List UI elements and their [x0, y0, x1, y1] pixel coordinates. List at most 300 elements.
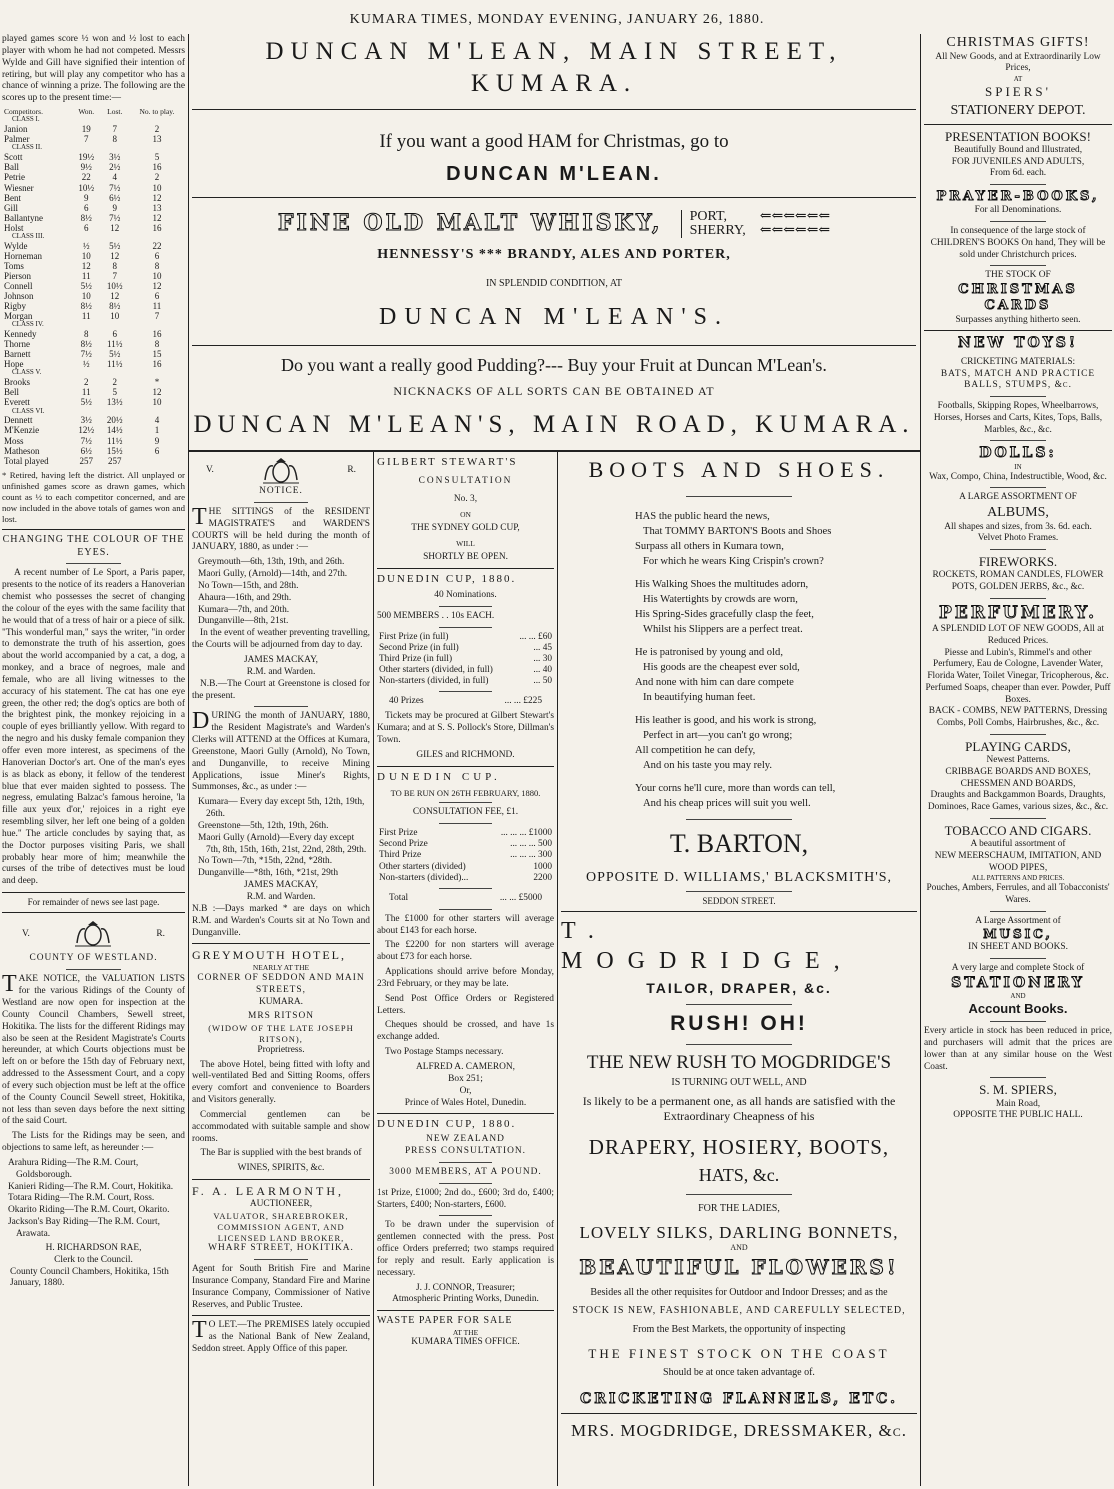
- music-title: MUSIC,: [983, 927, 1053, 942]
- assortment-line: A beautiful assortment of: [970, 839, 1066, 849]
- divider: [990, 958, 1046, 959]
- stock-line: STOCK IS NEW, FASHIONABLE, AND CAREFULLY SELECTED,: [572, 1305, 906, 1317]
- stock-of: THE STOCK OF: [985, 270, 1051, 281]
- divider: [254, 1259, 307, 1260]
- class-row: [2, 233, 185, 241]
- class-row: [2, 369, 185, 377]
- waste-title: WASTE PAPER FOR SALE: [377, 1315, 513, 1327]
- childrens-books: In consequence of the large stock of CHILDREN'S BOOKS On hand, They will be sold under Christchurch prices.: [930, 226, 1106, 260]
- crest-r: R.: [347, 465, 356, 476]
- footballs-line: Footballs, Skipping Ropes, Wheelbarrows, Horses, Horses and Carts, Kites, Tops, Balls, Marbles, &c., &c.: [933, 401, 1103, 435]
- account-books: Account Books.: [968, 1001, 1068, 1016]
- score-cell: 7½: [80, 435, 92, 446]
- score-cell: 6½: [80, 445, 92, 456]
- crest-v: V.: [22, 928, 30, 939]
- playing-cards: PLAYING CARDS,: [965, 738, 1071, 754]
- arrow-glyphs: ⇐⇐⇐⇐⇐⇐: [759, 223, 831, 239]
- player-name: Bent: [4, 192, 21, 203]
- prize-value: ... 40: [533, 665, 552, 676]
- divider: [439, 627, 492, 628]
- column-barton-mogdridge: [561, 456, 917, 1486]
- score-table: [2, 108, 185, 466]
- sitting-item: Kumara—7th, and 20th.: [198, 604, 290, 615]
- player-name: Matheson: [4, 445, 40, 456]
- notice-title: NOTICE.: [259, 486, 303, 496]
- dc2-title: DUNEDIN CUP.: [377, 770, 501, 783]
- dc1-members: 500 MEMBERS . . 10s EACH.: [377, 610, 495, 621]
- score-cell: 11½: [107, 359, 123, 370]
- gs-open: SHORTLY BE OPEN.: [423, 552, 508, 563]
- patterns-line: Newest Patterns.: [986, 755, 1050, 765]
- prize-row: [377, 654, 554, 665]
- player-name: Horneman: [4, 250, 42, 261]
- signer-role: R.M. and Warden.: [246, 892, 316, 902]
- table-row: [2, 436, 185, 446]
- table-row: [2, 301, 185, 311]
- finest-line: THE FINEST STOCK ON THE COAST: [588, 1346, 890, 1362]
- total-cell: Total played: [4, 455, 49, 466]
- player-name: Hope: [4, 359, 24, 370]
- dc2-fee: CONSULTATION FEE, £1.: [412, 807, 519, 818]
- player-name: Everett: [4, 397, 30, 408]
- score-cell: 7½: [109, 182, 121, 193]
- divider: [66, 969, 121, 970]
- player-name: Gill: [4, 202, 19, 213]
- column-consultations: [377, 456, 554, 1486]
- agent-line: Agent for South British Fire and Marine Insurance Company, Standard Fire and Marine Insurance Company, Commissioner of Native Reserves, and Public Trustee.: [192, 1264, 370, 1310]
- poem-line: Surpass all others in Kumara town,: [635, 540, 784, 552]
- sherry-label: SHERRY,: [689, 223, 746, 239]
- hotel-text: The above Hotel, being fitted with lofty and well-ventilated Bed and Sitting Rooms, offers every comfort and convenience to Boarders and Visitors generally.: [192, 1059, 370, 1106]
- mogdridge-name: T. MOGDRIDGE,: [561, 917, 854, 975]
- in-line: IN: [1014, 462, 1022, 471]
- player-name: Rigby: [4, 301, 27, 312]
- signer-role: Clerk to the Council.: [54, 1254, 133, 1265]
- divider: [561, 911, 917, 912]
- divider: [254, 706, 307, 707]
- tobacco-title: TOBACCO AND CIGARS.: [944, 822, 1092, 838]
- barton-address: OPPOSITE D. WILLIAMS,' BLACKSMITH'S,: [585, 870, 893, 886]
- riding-item: Kanieri Riding—The R.M. Court, Hokitika.: [8, 1181, 174, 1192]
- hotel-text-2: Commercial gentlemen can be accommodated with suitable sample and show rooms.: [192, 1109, 370, 1144]
- large-assortment: A LARGE ASSORTMENT OF: [959, 492, 1077, 503]
- score-cell: 8½: [80, 212, 92, 223]
- to-let-notice: TO LET.—The PREMISES lately occupied as the National Bank of New Zealand, Seddon street. Apply Office of this paper.: [192, 1317, 370, 1355]
- score-cell: 4: [112, 172, 117, 183]
- prize-label: Non-starters (divided)...: [379, 872, 469, 883]
- score-cell: 10: [152, 182, 162, 193]
- rush-line: RUSH! OH!: [670, 1012, 808, 1036]
- score-cell: 5: [112, 387, 117, 398]
- total-row: [2, 456, 185, 466]
- turning-out: IS TURNING OUT WELL, AND: [671, 1077, 807, 1089]
- dc3-nz: NEW ZEALAND: [426, 1134, 505, 1145]
- dc2-note-6: Two Postage Stamps necessary.: [385, 1047, 504, 1058]
- gs-on: ON: [460, 509, 471, 519]
- riding-item: Jackson's Bay Riding—The R.M. Court, Arawata.: [8, 1217, 160, 1240]
- divider: [192, 943, 370, 944]
- ham-line: If you want a good HAM for Christmas, go to: [379, 131, 729, 152]
- barton-name: T. BARTON,: [669, 829, 809, 859]
- prize-row: [377, 850, 554, 861]
- combs-line: BACK - COMBS, NEW PATTERNS, Dressing Combs, Poll Combs, Hairbrushes, &c., &c.: [928, 706, 1108, 728]
- table-row: [2, 241, 185, 251]
- class-name: CLASS IV.: [12, 320, 44, 329]
- table-row: [2, 387, 185, 397]
- nicknacks-line: NICKNACKS OF ALL SORTS CAN BE OBTAINED AT: [393, 384, 715, 399]
- prize-label: Other starters (divided, in full): [379, 665, 493, 676]
- poem-line: For which he wears King Crispin's crown?: [643, 555, 824, 567]
- player-name: Palmer: [4, 134, 30, 145]
- dc2-note-5: Cheques should be crossed, and have 1s exchange added.: [377, 1020, 554, 1043]
- poem-line: His Watertights by crowds are worn,: [643, 593, 798, 605]
- dc3-press: PRESS CONSULTATION.: [404, 1146, 527, 1157]
- dolls-title: DOLLS:: [979, 445, 1057, 462]
- hotel-title: GREYMOUTH HOTEL,: [192, 948, 346, 963]
- divider: [439, 1162, 492, 1163]
- divider: [192, 345, 916, 346]
- hats-line: HATS, &c.: [698, 1164, 780, 1185]
- score-note: * Retired, having left the district. All unplayed or unfinished games score as drawn games, which count as ½ to each competitor concerned, and are now included in the above totals of games won and lost.: [2, 469, 185, 525]
- poem-line: His goods are the cheapest ever sold,: [643, 662, 800, 673]
- gs-title: GILBERT STEWART'S: [377, 456, 518, 468]
- hotel-bar: The Bar is supplied with the best brands of: [200, 1148, 362, 1159]
- prize-value: ... 30: [533, 653, 552, 664]
- prize-value: 1000: [533, 861, 552, 872]
- score-cell: 8: [154, 339, 160, 350]
- hotel-town: KUMARA.: [258, 996, 303, 1007]
- player-name: Toms: [4, 260, 24, 271]
- hotel-widow: (WIDOW OF THE LATE JOSEPH RITSON),: [208, 1023, 354, 1044]
- permanent-line: Is likely to be a permanent one, as all hands are satisfied with the Extraordinary Cheapness of his: [582, 1094, 896, 1124]
- score-cell: 22: [152, 240, 162, 251]
- score-cell: 2: [112, 377, 117, 388]
- player-name: Bell: [4, 387, 19, 398]
- score-cell: 5½: [109, 349, 121, 360]
- divider: [192, 1179, 370, 1180]
- sitting-item: Maori Gully, (Arnold)—14th, and 27th.: [198, 569, 348, 580]
- cricketing-line: CRICKETING FLANNELS, ETC.: [580, 1391, 898, 1408]
- poem-line: And on his taste you may rely.: [643, 760, 773, 772]
- divider: [254, 502, 307, 503]
- all-patterns: ALL PATTERNS AND PRICES.: [971, 874, 1065, 883]
- dc1-total-value: ... ... £225: [504, 696, 542, 707]
- score-cell: 5½: [80, 281, 92, 292]
- score-cell: 6: [154, 445, 160, 456]
- bound-line: Beautifully Bound and Illustrated,: [953, 144, 1083, 155]
- score-cell: 6: [112, 329, 117, 340]
- clerk-item: Kumara— Every day except 5th, 12th, 19th, 26th.: [198, 797, 365, 820]
- mclean-name: DUNCAN M'LEAN.: [446, 162, 662, 185]
- score-cell: 2: [83, 377, 89, 388]
- markets-line: From the Best Markets, the opportunity of inspecting: [632, 1323, 846, 1335]
- score-header: Competitors.: [4, 107, 43, 117]
- divider: [2, 892, 185, 893]
- prize-label: Other starters (divided): [379, 861, 466, 872]
- poem-line: He is patronised by young and old,: [635, 646, 783, 658]
- score-cell: 7½: [109, 212, 121, 223]
- score-cell: 12: [110, 291, 120, 302]
- mrs-mogdridge: MRS. MOGDRIDGE, DRESSMAKER, &c.: [570, 1421, 908, 1441]
- taken-line: Should be at once taken advantage of.: [663, 1366, 815, 1378]
- class-name: CLASS VI.: [12, 406, 45, 415]
- gs-will: WILL: [456, 538, 475, 548]
- score-cell: 9: [154, 435, 160, 446]
- table-row: [2, 291, 185, 301]
- divider: [990, 396, 1046, 397]
- table-row: [2, 271, 185, 281]
- mclean-banner: DUNCAN M'LEAN, MAIN STREET, KUMARA.: [265, 38, 843, 97]
- player-name: Connell: [4, 281, 33, 292]
- dc2-signer: ALFRED A. CAMERON,: [416, 1061, 515, 1072]
- sheet-line: IN SHEET AND BOOKS.: [968, 942, 1068, 953]
- score-cell: 9: [112, 202, 117, 213]
- days-note: N.B :—Days marked * are days on which R.M. and Warden's Courts sit at No Town and Dunganville.: [192, 903, 370, 938]
- splendid-line: A SPLENDID LOT OF NEW GOODS, All at Reduced Prices.: [931, 624, 1105, 646]
- condition-line: IN SPLENDID CONDITION, AT: [485, 277, 623, 289]
- divider: [990, 184, 1046, 185]
- mclean-banner-2: DUNCAN M'LEAN'S, MAIN ROAD, KUMARA.: [193, 411, 915, 439]
- prayer-books: PRAYER-BOOKS,: [936, 189, 1100, 204]
- gs-no: No. 3,: [453, 493, 478, 504]
- score-cell: 1: [154, 425, 160, 436]
- dc3-works: Atmospheric Printing Works, Dunedin.: [392, 1294, 539, 1305]
- score-cell: 7: [112, 270, 117, 281]
- poem-line: HAS the public heard the news,: [635, 510, 770, 522]
- score-cell: 3½: [80, 415, 92, 426]
- divider: [439, 1183, 492, 1184]
- hennessy-line: HENNESSY'S *** BRANDY, ALES AND PORTER,: [377, 247, 731, 263]
- divider: [561, 1413, 917, 1414]
- divider: [990, 487, 1046, 488]
- weather-note: In the event of weather preventing travelling, the Courts will be adjourned from day to day.: [192, 628, 370, 651]
- score-cell: 8: [112, 134, 117, 145]
- poem-line: Perfect in art—you can't go wrong;: [643, 730, 793, 742]
- velvet-line: Velvet Photo Frames.: [977, 533, 1059, 544]
- clerk-item: Greenstone—5th, 12th, 19th, 26th.: [198, 820, 329, 831]
- score-header: Won.: [78, 107, 95, 117]
- score-cell: 8: [83, 329, 89, 340]
- class-name: CLASS III.: [12, 231, 45, 240]
- prize-value: ... ... ... 500: [510, 839, 552, 850]
- player-name: Brooks: [4, 377, 31, 388]
- table-row: [2, 162, 185, 172]
- poem-line: All competition he can defy,: [635, 745, 756, 757]
- hotel-owner: MRS RITSON: [247, 1011, 314, 1022]
- divider: [990, 818, 1046, 819]
- score-cell: 12½: [78, 425, 95, 436]
- riding-item: Okarito Riding—The R.M. Court, Okarito.: [8, 1205, 170, 1216]
- score-cell: 10: [152, 397, 162, 408]
- draughts-line: Draughts and Backgammon Boards, Draughts, Dominoes, Race Games, various sizes, &c., &c.: [927, 790, 1109, 812]
- prize-row: [377, 839, 554, 850]
- divider: [686, 891, 793, 892]
- player-name: Morgan: [4, 311, 33, 322]
- hotel-wines: WINES, SPIRITS, &c.: [237, 1163, 325, 1174]
- player-name: Holst: [4, 222, 24, 233]
- divider: [2, 529, 185, 530]
- chess-intro: played games score ½ won and ½ lost to each player with whom he had not competed. Messrs Wylde and Gill have signified their intention of retiring, but will play any competitor who has a chance of winning a prize. The following are the scores up to the present time:—: [2, 34, 185, 104]
- prize-value: ... ... ... 300: [510, 850, 552, 861]
- divider: [377, 568, 554, 569]
- divider: [686, 1044, 793, 1045]
- riding-item: Totara Riding—The R.M. Court, Ross.: [8, 1193, 155, 1204]
- table-row: [2, 251, 185, 261]
- score-cell: 20½: [106, 415, 123, 426]
- hotel-corner: CORNER OF SEDDON AND MAIN STREETS,: [197, 972, 365, 995]
- divider: [439, 1215, 492, 1216]
- greenstone-note: N.B.—The Court at Greenstone is closed for the present.: [192, 678, 370, 701]
- dc3-prizes: 1st Prize, £1000; 2nd do., £600; 3rd do, £400; Starters, £400; Non-starters, £600.: [377, 1187, 554, 1210]
- royal-crest-icon: [71, 919, 115, 949]
- score-cell: 13: [152, 134, 162, 145]
- poem-line: And none with him can dare compete: [635, 677, 794, 689]
- prize-label: Second Prize (in full): [379, 642, 459, 653]
- player-name: Johnson: [4, 291, 34, 302]
- dc2-total-value: ... ... £5000: [499, 892, 542, 903]
- sitting-item: Greymouth—6th, 13th, 19th, and 26th.: [198, 557, 345, 568]
- pouches-line: Pouches, Ambers, Ferrules, and all Tobacconists' Wares.: [926, 883, 1110, 905]
- prize-value: ... ... ... £1000: [500, 828, 552, 839]
- dc2-note-4: Send Post Office Orders or Registered Letters.: [377, 993, 554, 1016]
- player-name: Dennett: [4, 415, 33, 426]
- score-cell: 2½: [109, 162, 121, 173]
- score-cell: 7½: [80, 349, 92, 360]
- table-row: [2, 203, 185, 213]
- dc3-members: 3000 MEMBERS, AT A POUND.: [389, 1166, 542, 1177]
- class-row: [2, 321, 185, 329]
- table-row: [2, 425, 185, 435]
- class-row: [2, 144, 185, 152]
- divider: [439, 909, 492, 910]
- dc2-prince: Prince of Wales Hotel, Dunedin.: [404, 1097, 527, 1108]
- score-cell: 10½: [106, 281, 123, 292]
- prize-label: Third Prize (in full): [379, 653, 453, 664]
- sitting-item: Ahaura—16th, and 29th.: [198, 592, 292, 603]
- wax-line: Wax, Compo, China, Indestructible, Wood, &c.: [929, 471, 1107, 482]
- dc2-note-1: The £1000 for other starters will average about £143 for each horse.: [377, 913, 554, 936]
- score-cell: 6½: [109, 192, 121, 203]
- score-cell: 16: [152, 329, 162, 340]
- poem-line: In beautifying human feet.: [643, 692, 756, 704]
- column-divider: [920, 34, 921, 1486]
- prize-label: Non-starters (divided, in full): [379, 676, 489, 687]
- table-row: [2, 261, 185, 271]
- table-row: [2, 281, 185, 291]
- hotel-near: NEARLY AT THE: [252, 963, 310, 973]
- score-cell: 12: [110, 250, 120, 261]
- every-article: Every article in stock has been reduced in price, and purchasers will admit that the prices are lower than at any similar house on the West Coast.: [924, 1026, 1112, 1072]
- christmas-gifts: CHRISTMAS GIFTS!: [946, 35, 1090, 50]
- prize-label: Third Prize: [379, 850, 422, 861]
- signer-role: R.M. and Warden.: [246, 666, 316, 677]
- poem-line: His Walking Shoes the multitudes adorn,: [635, 578, 809, 590]
- score-cell: 11: [81, 387, 91, 398]
- poem-line: His Spring-Sides gracefully clasp the feet,: [635, 608, 814, 620]
- fireworks-title: FIREWORKS.: [978, 554, 1058, 569]
- score-cell: 16: [152, 359, 162, 370]
- dc2-total-label: Total: [389, 892, 409, 903]
- gs-consultation: CONSULTATION: [418, 475, 513, 486]
- waste-at: AT THE: [452, 1327, 479, 1337]
- class-name: CLASS V.: [12, 368, 42, 377]
- class-row: [2, 408, 185, 416]
- score-cell: 4: [154, 415, 160, 426]
- table-row: [2, 415, 185, 425]
- score-cell: 10: [81, 250, 91, 261]
- score-cell: 7: [154, 311, 160, 322]
- score-cell: 5½: [109, 240, 121, 251]
- column-divider: [373, 452, 374, 1486]
- score-header: Lost.: [107, 107, 123, 117]
- score-cell: 11: [81, 270, 91, 281]
- score-cell: 19½: [78, 152, 95, 163]
- prize-value: 2200: [533, 872, 552, 883]
- score-cell: 8: [154, 260, 160, 271]
- table-row: [2, 339, 185, 349]
- prize-value: ... ... £60: [519, 631, 552, 642]
- poem-line: Your corns he'll cure, more than words can tell,: [635, 783, 836, 795]
- table-row: [2, 349, 185, 359]
- hotel-prop: Proprietress.: [257, 1044, 305, 1055]
- class-name: CLASS II.: [12, 143, 42, 152]
- score-cell: 8: [112, 260, 117, 271]
- stationery-title: STATIONERY: [951, 974, 1085, 991]
- at-line: AT: [1013, 75, 1023, 83]
- varied-line: A very large and complete Stock of: [951, 963, 1085, 973]
- prize-row: [377, 862, 554, 873]
- main-road: Main Road,: [995, 1098, 1041, 1109]
- cricketing-materials: CRICKETING MATERIALS:: [960, 356, 1076, 367]
- divider: [377, 766, 554, 767]
- mclean-advert: [192, 34, 916, 450]
- divider: [66, 563, 121, 564]
- ladies-line: FOR THE LADIES,: [698, 1203, 780, 1215]
- score-cell: 9½: [80, 162, 92, 173]
- seddon-street: SEDDON STREET.: [702, 895, 776, 906]
- score-cell: 22: [81, 172, 91, 183]
- divider: [990, 1077, 1046, 1078]
- dc1-prize-table: [377, 632, 554, 688]
- meerschaum-line: NEW MEERSCHAUM, IMITATION, AND WOOD PIPES,: [934, 850, 1102, 873]
- dc2-or: Or,: [459, 1085, 472, 1096]
- score-cell: 11: [152, 301, 162, 312]
- prize-value: ... 45: [533, 642, 552, 653]
- divider: [990, 734, 1046, 735]
- piesse-line: Piesse and Lubin's, Rimmel's and other Perfumery, Eau de Cologne, Lavender Water, Florida Water, Toilet Vinegar, Tricopherous, &c.: [927, 647, 1109, 681]
- perfumery-title: PERFUMERY.: [938, 602, 1097, 623]
- poem-line: And his cheap prices will suit you well.: [643, 798, 811, 810]
- table-row: [2, 377, 185, 387]
- score-cell: 11½: [107, 339, 123, 350]
- table-row: [2, 446, 185, 456]
- arrow-glyphs: ⇐⇐⇐⇐⇐⇐: [759, 209, 831, 225]
- player-name: Pierson: [4, 270, 31, 281]
- score-cell: 12: [152, 192, 162, 203]
- score-cell: 12: [152, 387, 162, 398]
- dc2-note-2: The £2200 for non starters will average about £73 for each horse.: [377, 940, 554, 963]
- sitting-item: No Town—15th, and 28th.: [198, 580, 299, 591]
- prize-row: [377, 632, 554, 643]
- score-cell: 10: [81, 291, 91, 302]
- player-name: Petrie: [4, 172, 25, 183]
- divider: [990, 265, 1046, 266]
- divider: [990, 549, 1046, 550]
- assortment-2: A Large Assortment of: [975, 915, 1061, 926]
- player-name: Ballantyne: [4, 212, 43, 223]
- divider: [924, 124, 1112, 125]
- table-row: [2, 213, 185, 223]
